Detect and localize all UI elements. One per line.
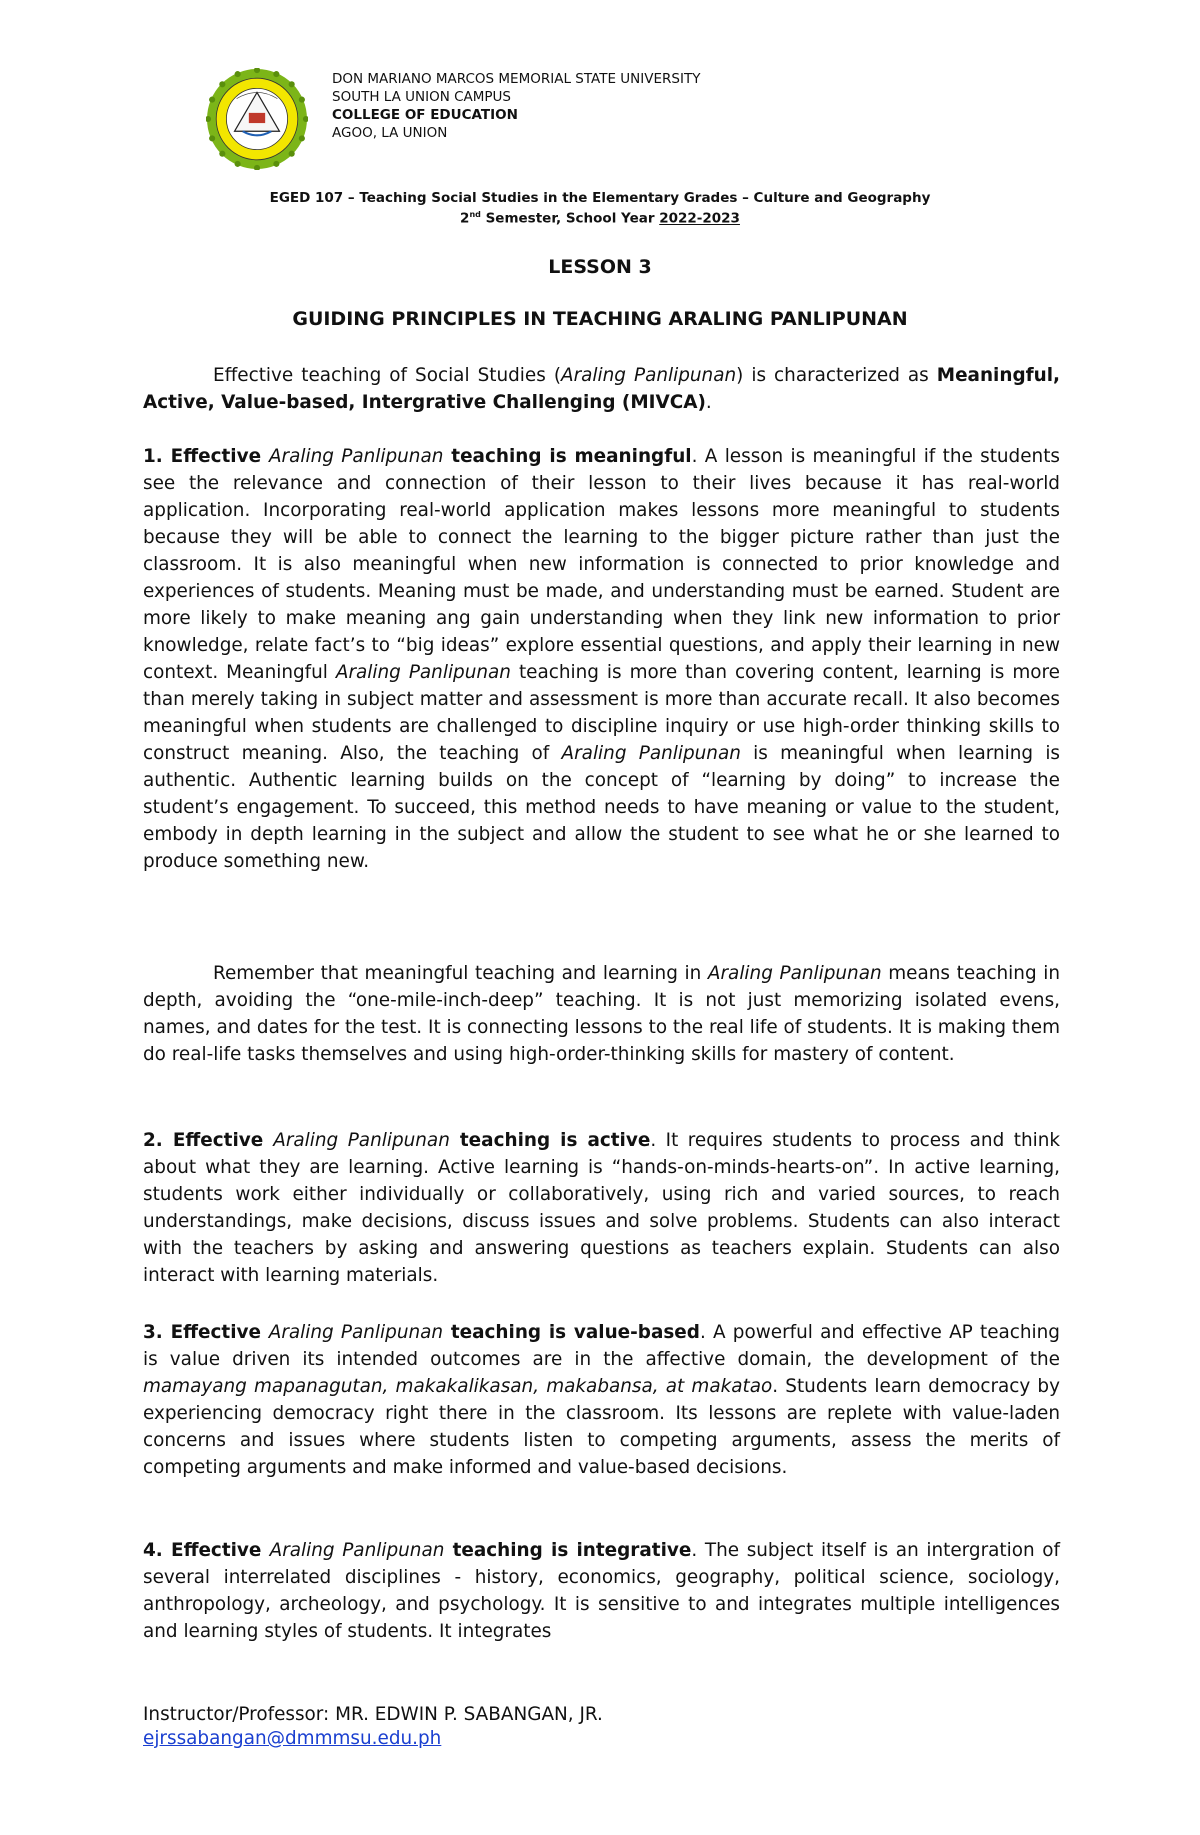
college-name: COLLEGE OF EDUCATION [332,107,518,123]
intro-paragraph: Effective teaching of Social Studies (Araling Panlipunan) is characterized as Meaningful, Active, Value-based, Intergrative Challenging (MIVCA). [143,365,1060,413]
principle-2-active: 2. Effective Araling Panlipunan teaching is active. It requires students to process and think about what they are learning. Active learning is “hands-on-minds-hearts-on”. In active learning, students work either individually or collaboratively, using rich and varied sources, to reach understandings, make decisions, discuss issues and solve problems. Students can also interact with the teachers by asking and answering questions as teachers explain. Students can also interact with learning materials. [143,1130,1061,1286]
principle-3-value-based: 3. Effective Araling Panlipunan teaching is value-based. A powerful and effective AP teaching is value driven its intended outcomes are in the affective domain, the development of the mamayang mapanagutan, makakalikasan, makabansa, at makatao. Students learn democracy by experiencing democracy right there in the classroom. Its lessons are replete with value-laden concerns and issues where students listen to competing arguments, assess the merits of competing arguments and make informed and value-based decisions. [143,1322,1060,1478]
lesson-number: LESSON 3 [548,256,652,278]
course-title: EGED 107 – Teaching Social Studies in the Elementary Grades – Culture and Geography [269,190,931,206]
remember-paragraph: Remember that meaningful teaching and learning in Araling Panlipunan means teaching in depth, avoiding the “one-mile-inch-deep” teaching. It is not just memorizing isolated evens, names, and dates for the test. It is connecting lessons to the real life of students. It is making them do real-life tasks themselves and using high-order-thinking skills for mastery of content. [143,963,1061,1065]
principle-4-integrative: 4. Effective Araling Panlipunan teaching is integrative. The subject itself is an intergration of several interrelated disciplines - history, economics, geography, political science, sociology, anthropology, archeology, and psychology. It is sensitive to and integrates multiple intelligences and learning styles of students. It integrates [143,1540,1061,1642]
semester-line: 2nd Semester, School Year 2022-2023 [460,210,740,227]
footer [143,1703,603,1751]
campus-name: SOUTH LA UNION CAMPUS [332,89,512,105]
lesson-title: GUIDING PRINCIPLES IN TEACHING ARALING PANLIPUNAN [292,308,908,330]
instructor-name: Instructor/Professor: MR. EDWIN P. SABANGAN, JR. [143,1704,603,1725]
university-seal-logo [206,68,308,170]
institution-block [332,70,700,142]
university-name: DON MARIANO MARCOS MEMORIAL STATE UNIVERSITY [332,71,701,87]
principle-1-meaningful: 1. Effective Araling Panlipunan teaching is meaningful. A lesson is meaningful if the students see the relevance and connection of their lesson to their lives because it has real-world application. Incorporating real-world application makes lessons more meaningful to students because they will be able to connect the learning to the bigger picture rather than just the classroom. It is also meaningful when new information is connected to prior knowledge and experiences of students. Meaning must be made, and understanding must be earned. Student are more likely to make meaning ang gain understanding when they link new information to prior knowledge, relate fact’s to “big ideas” explore essential questions, and apply their learning in new context. Meaningful Araling Panlipunan teaching is more than covering content, learning is more than merely taking in subject matter and assessment is more than accurate recall. It also becomes meaningful when students are challenged to discipline inquiry or use high-order thinking skills to construct meaning. Also, the teaching of Araling Panlipunan is meaningful when learning is authentic. Authentic learning builds on the concept of “learning by doing” to increase the student’s engagement. To succeed, this method needs to have meaning or value to the student, embody in depth learning in the subject and allow the student to see what he or she learned to produce something new. [143,446,1061,872]
school-year: 2022-2023 [659,210,740,227]
instructor-email-link[interactable]: ejrssabangan@dmmmsu.edu.ph [143,1728,442,1749]
campus-location: AGOO, LA UNION [332,125,448,141]
